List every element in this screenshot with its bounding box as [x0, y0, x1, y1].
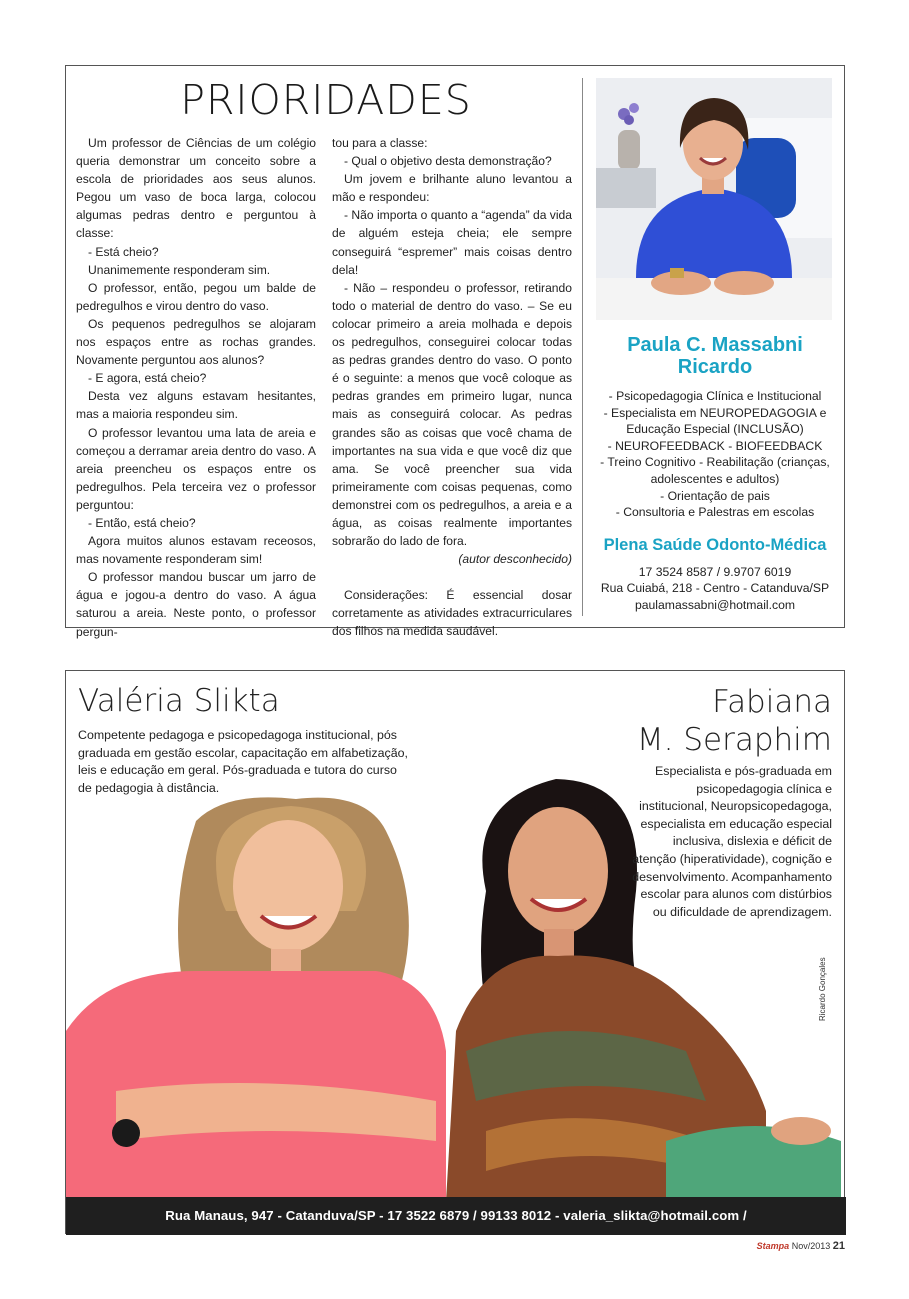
article-paragraph: O professor mandou buscar um jarro de água e jogou-a dentro do vaso. A água saturou a areia. Neste ponto, o professor pergun- — [76, 570, 316, 639]
right-person-name-line1: Fabiana — [712, 684, 832, 720]
sidebar-name-line2: Ricardo — [677, 356, 753, 378]
specialty-item: - Psicopedagogia Clínica e Institucional — [608, 389, 822, 403]
article-paragraph: - Então, está cheio? — [88, 515, 196, 530]
sidebar-organization: Plena Saúde Odonto-Médica — [603, 536, 827, 554]
article-paragraph: - Está cheio? — [88, 244, 159, 259]
column-divider — [582, 78, 583, 616]
sidebar-name-line1: Paula C. Massabni — [627, 334, 803, 356]
author-sidebar — [586, 66, 844, 627]
article-spacer — [332, 568, 572, 586]
sidebar-phone: 17 3524 8587 / 9.9707 6019 — [638, 565, 792, 579]
right-person-description: Especialista e pós-graduada em psicopedagogia clínica e institucional, Neuropsicopedagoga, especialista em educação especial inclusiva, dislexia e déficit de atenção (hiperatividade), cognição e desenvolvimento. Acompanhamento escolar para alunos com distúrbios ou dificuldade de aprendizagem. — [632, 764, 832, 919]
article-column-1 — [76, 134, 316, 641]
specialty-item: - Orientação de pais — [660, 488, 770, 503]
sidebar-contact — [586, 564, 844, 613]
article-paragraph: Um jovem e brilhante aluno levantou a mão e respondeu: — [332, 172, 572, 205]
left-person-description: Competente pedagoga e psicopedagoga institucional, pós graduada em gestão escolar, capacitação em alfabetização, leis e educação em geral. Pós-graduada e tutora do curso de pedagogia à distância. — [78, 728, 408, 795]
article-paragraph: Agora muitos alunos estavam receosos, mas novamente responderam sim! — [76, 534, 316, 567]
sidebar-email[interactable]: paulamassabni@hotmail.com — [634, 597, 796, 612]
article-paragraph: Um professor de Ciências de um colégio queria demonstrar um conceito sobre a escola de prioridades aos seus alunos. Pegou um vaso de boca larga, colocou algumas pedras dentro e perguntou à classe: — [76, 136, 316, 241]
article-paragraph: - Não importa o quanto a “agenda” da vida de alguém esteja cheia; ele sempre conseguirá “espremer” mais coisas dentro dela! — [332, 208, 572, 277]
article-paragraph: O professor, então, pegou um balde de pedregulhos e virou dentro do vaso. — [76, 280, 316, 313]
article-paragraph: O professor levantou uma lata de areia e começou a derramar areia dentro do vaso. A areia preencheu os espaços entre os pedregulhos. Pela terceira vez o professor perguntou: — [76, 425, 316, 512]
left-person-name: Valéria Slikta — [78, 683, 280, 719]
article-paragraph: Unanimemente responderam sim. — [88, 262, 271, 277]
article-considerations: Considerações: É essencial dosar corretamente as atividades extracurriculares dos filhos na medida saudável. — [332, 588, 572, 639]
specialty-item: - Treino Cognitivo - Reabilitação (crianças, adolescentes e adultos) — [600, 455, 830, 486]
article-paragraph: tou para a classe: — [332, 136, 428, 150]
article-paragraph: - E agora, está cheio? — [88, 371, 207, 386]
specialty-item: - NEUROFEEDBACK - BIOFEEDBACK — [607, 438, 823, 453]
page-footer — [757, 1240, 845, 1252]
portrait-illustration — [596, 78, 832, 320]
article-paragraph: Os pequenos pedregulhos se alojaram nos espaços entre as rochas grandes. Novamente perguntou aos alunos? — [76, 316, 316, 368]
contact-footer-bar: Rua Manaus, 947 - Catanduva/SP - 17 3522 6879 / 99133 8012 - valeria_slikta@hotmail.com / faseraphim2002@hotmail.com.br — [66, 1197, 846, 1235]
magazine-brand: Stampa — [756, 1241, 790, 1251]
photo-credit: Ricardo Gonçales — [818, 957, 827, 1021]
article-author: (autor desconhecido) — [458, 552, 572, 567]
page-number: 21 — [832, 1240, 845, 1252]
sidebar-name — [586, 334, 844, 378]
article-paragraph: - Não – respondeu o professor, retirando todo o material de dentro do vaso. – Se eu colocar primeiro a areia molhada e depois os pedregulhos, conseguirei colocar todas as pedras grandes dentro do vaso. O ponto é o seguinte: a menos que você coloque as pedras grandes em primeiro lugar, nunca mais as conseguirá colocar. As pedras grandes são as coisas que você chama de importantes na sua vida e que você diz que ama. Se você preencher sua vida primeiramente com coisas pequenas, como demonstrei com os pedregulhos, a areia e a água, as coisas realmente importantes sobrarão do lado de fora. — [332, 280, 572, 549]
right-person-name — [637, 683, 832, 759]
magazine-issue: Nov/2013 — [791, 1241, 831, 1251]
article-paragraph: - Qual o objetivo desta demonstração? — [344, 154, 552, 169]
specialty-item: - Especialista em NEUROPEDAGOGIA e Educação Especial (INCLUSÃO) — [603, 405, 827, 437]
article-column-2 — [332, 134, 572, 641]
sidebar-address: Rua Cuiabá, 218 - Centro - Catanduva/SP — [600, 581, 830, 596]
paula-portrait-photo — [596, 78, 832, 320]
article-box — [65, 65, 845, 639]
article-paragraph: Desta vez alguns estavam hesitantes, mas a maioria respondeu sim. — [76, 389, 316, 422]
specialty-item: - Consultoria e Palestras em escolas — [615, 505, 815, 520]
article-title: PRIORIDADES — [180, 76, 472, 124]
sidebar-specialties — [592, 388, 838, 521]
right-person-name-line2: M. Seraphim — [636, 722, 832, 758]
